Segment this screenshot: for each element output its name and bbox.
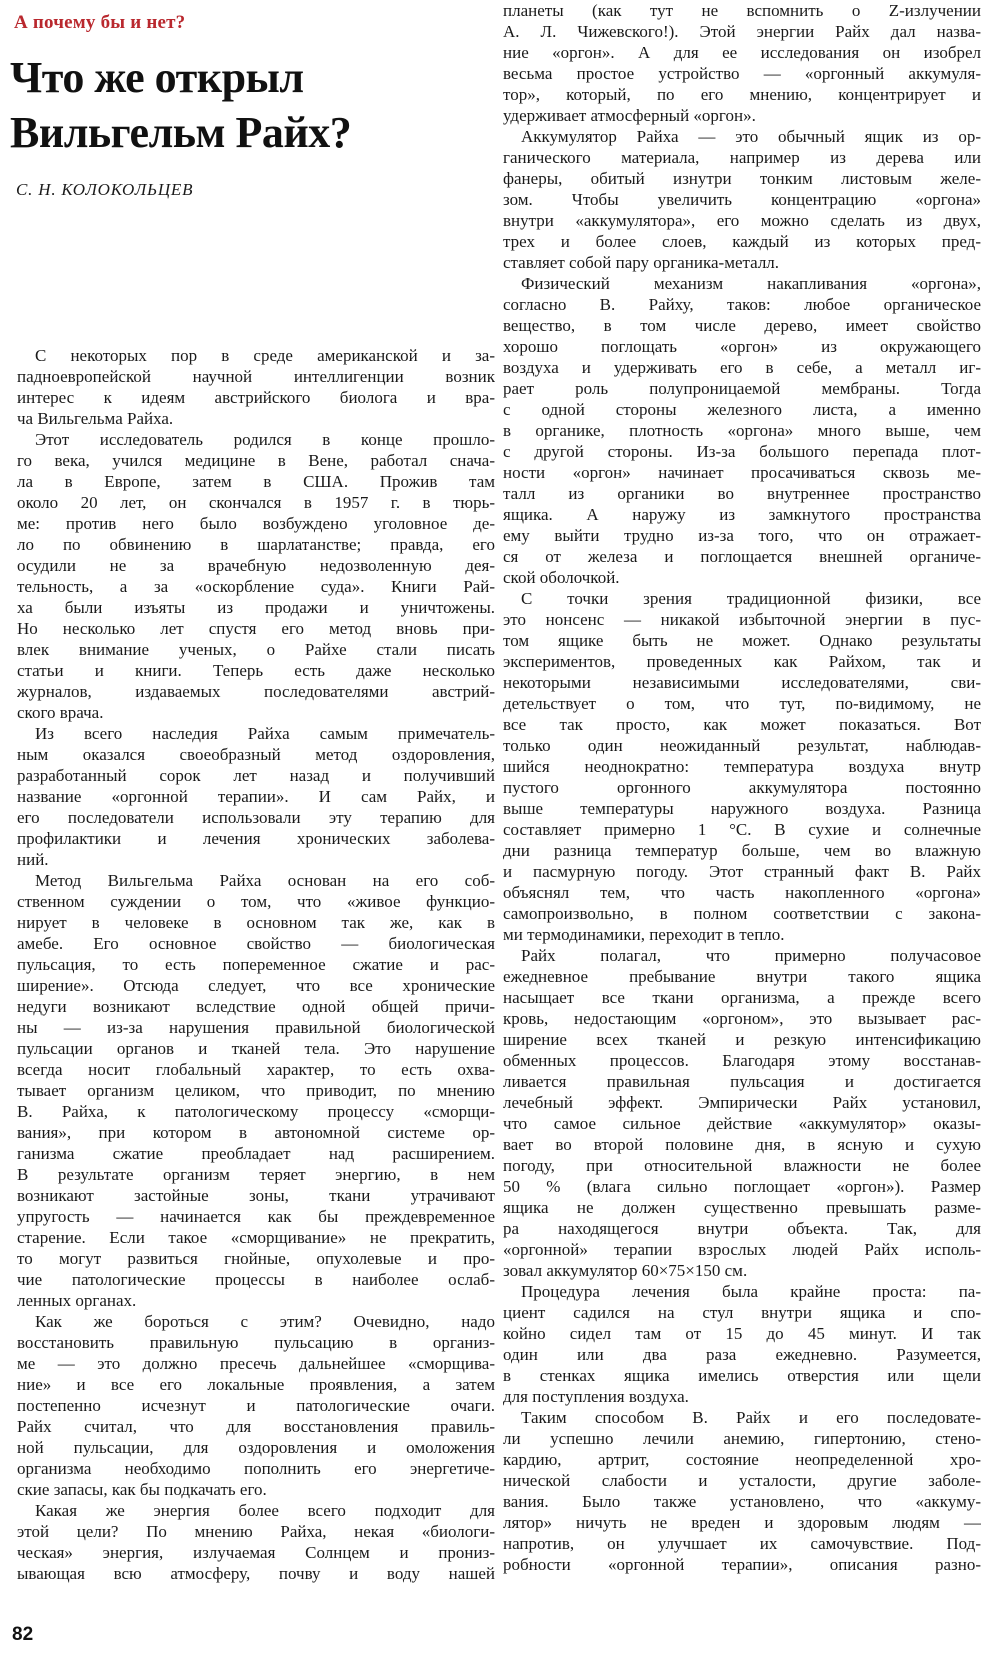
- text-line: нирует в человеке в основном так же, как в: [17, 913, 495, 932]
- text-line: этой цели? По мнению Райха, некая «биологи-: [17, 1522, 495, 1541]
- paragraph: [17, 1500, 495, 1584]
- article-author: С. Н. КОЛОКОЛЬЦЕВ: [16, 180, 194, 199]
- text-line: статьи и книги. Теперь есть даже несколько: [17, 661, 495, 680]
- text-line: А. Л. Чижевского!). Этой энергии Райх дал назва-: [503, 22, 981, 41]
- text-line: пульсация, то есть попеременное сжатие и рас-: [17, 955, 495, 974]
- text-line: влек внимание ученых, о Райхе стали писать: [17, 640, 495, 659]
- text-line: воздуха и удерживать его в себе, а металл иг-: [503, 358, 981, 377]
- text-line: внутри «аккумулятора», его можно сделать из двух,: [503, 211, 981, 230]
- text-line: и пасмурную погоду. Этот странный факт В. Райх: [503, 862, 981, 881]
- text-line: ского врача.: [17, 703, 104, 722]
- text-line: Метод Вильгельма Райха основан на его соб-: [35, 871, 495, 890]
- text-line: Райх полагал, что примерно получасовое: [521, 946, 981, 965]
- text-line: что самое сильное действие «аккумулятор» оказы-: [503, 1114, 981, 1133]
- text-line: робности «оргонной терапии», описания разно-: [503, 1555, 981, 1574]
- text-line: ческая» энергия, излучаемая Солнцем и прониз-: [17, 1543, 495, 1562]
- text-line: лечебный эффект. Эмпирически Райх установил,: [503, 1093, 981, 1112]
- text-line: ской оболочкой.: [503, 568, 620, 587]
- text-line: с другой стороны. Из-за большого перепада плот-: [503, 442, 981, 461]
- text-line: осудили не за врачебную недозволенную дея-: [17, 556, 495, 575]
- text-line: разработанный сорок лет назад и получивший: [17, 766, 495, 785]
- text-line: ме: против него было возбуждено уголовное де-: [17, 514, 495, 533]
- text-line: койно сидел там от 15 до 45 минут. И так: [503, 1324, 981, 1343]
- text-line: только один неожиданный результат, наблюдав-: [503, 736, 981, 755]
- text-line: согласно В. Райху, таков: любое органическое: [503, 295, 981, 314]
- text-line: зовал аккумулятор 60×75×150 см.: [503, 1261, 748, 1280]
- text-line: журналов, издаваемых последователями австрий-: [17, 682, 495, 701]
- text-line: всегда носит глобальный характер, то есть охва-: [17, 1060, 495, 1079]
- paragraph: [503, 1281, 981, 1407]
- text-column-left: [17, 345, 495, 1615]
- text-line: Из всего наследия Райха самым примечатель-: [35, 724, 495, 743]
- text-line: ственном суждении о том, что «живое функцио-: [17, 892, 495, 911]
- text-line: ся от железа и поглощается внешней органиче-: [503, 547, 981, 566]
- text-line: Таким способом В. Райх и его последовате-: [521, 1408, 981, 1427]
- text-line: детельствует о том, что тут, по-видимому, не: [503, 694, 981, 713]
- text-line: для поступления воздуха.: [503, 1387, 689, 1406]
- text-line: лятор» ничуть не вреден и здоровым людям —: [503, 1513, 981, 1532]
- text-line: ла в Европе, затем в США. Прожив там: [17, 472, 495, 491]
- paragraph: [503, 126, 981, 273]
- text-line: ширение всех тканей и резкую интенсификацию: [503, 1030, 981, 1049]
- text-column-right: [503, 0, 981, 1640]
- text-line: профилактики и лечения хронических заболева-: [17, 829, 495, 848]
- text-line: ха были изъяты из продажи и уничтожены.: [17, 598, 495, 617]
- text-line: экспериментов, проведенных как Райхом, так и: [503, 652, 981, 671]
- paragraph: [17, 723, 495, 870]
- text-line: ывающая всю атмосферу, почву и воду нашей: [17, 1564, 495, 1583]
- text-line: циент садился на стул внутри ящика и спо-: [503, 1303, 981, 1322]
- text-line: около 20 лет, он скончался в 1957 г. в тюрь-: [17, 493, 495, 512]
- text-line: Физический механизм накапливания «оргона»,: [521, 274, 981, 293]
- text-line: все так просто, как может показаться. Вот: [503, 715, 981, 734]
- text-line: пустого оргонного аккумулятора постоянно: [503, 778, 981, 797]
- text-line: обменных процессов. Благодаря этому восстанав-: [503, 1051, 981, 1070]
- text-line: Но несколько лет спустя его метод вновь при-: [17, 619, 495, 638]
- text-line: дни разница температур больше, чем во влажную: [503, 841, 981, 860]
- text-line: ганического материала, например из дерева или: [503, 148, 981, 167]
- text-line: вания. Было также установлено, что «аккуму-: [503, 1492, 981, 1511]
- text-line: ежедневное пребывание внутри такого ящика: [503, 967, 981, 986]
- text-line: ным оказался своеобразный метод оздоровления,: [17, 745, 495, 764]
- text-line: нической слабости и усталости, другие заболе-: [503, 1471, 981, 1490]
- text-line: объяснял тем, что часть накопленного «оргона»: [503, 883, 981, 902]
- text-line: Какая же энергия более всего подходит для: [35, 1501, 495, 1520]
- text-line: его последователи использовали эту терапию для: [17, 808, 495, 827]
- text-line: рает роль полупроницаемой мембраны. Тогда: [503, 379, 981, 398]
- text-line: ми термодинамики, переходит в тепло.: [503, 925, 785, 944]
- text-line: С точки зрения традиционной физики, все: [521, 589, 981, 608]
- text-line: падноевропейской научной интеллигенции возник: [17, 367, 495, 386]
- paragraph: [503, 1407, 981, 1575]
- text-line: ра находящегося внутри объекта. Так, для: [503, 1219, 981, 1238]
- text-line: тывает организм целиком, что приводит, по мнению: [17, 1081, 495, 1100]
- title-line: Что же открыл: [10, 53, 304, 102]
- text-line: постепенно исчезнут и патологические очаги.: [17, 1396, 495, 1415]
- text-line: выше температуры наружного воздуха. Разница: [503, 799, 981, 818]
- text-line: Райх считал, что для восстановления правиль-: [17, 1417, 495, 1436]
- text-line: 50 % (влага сильно поглощает «оргон»). Размер: [503, 1177, 981, 1196]
- text-line: Как же бороться с этим? Очевидно, надо: [35, 1312, 495, 1331]
- text-line: ние» и все его локальные проявления, а затем: [17, 1375, 495, 1394]
- text-line: С некоторых пор в среде американской и за-: [35, 346, 495, 365]
- text-line: ливается правильная пульсация и достигается: [503, 1072, 981, 1091]
- paragraph: [503, 945, 981, 1281]
- text-line: ны — из-за нарушения правильной биологической: [17, 1018, 495, 1037]
- text-line: пульсации органов и тканей тела. Это нарушение: [17, 1039, 495, 1058]
- text-line: погоду, при относительной влажности не более: [503, 1156, 981, 1175]
- text-line: в органике, плотность «оргона» много выше, чем: [503, 421, 981, 440]
- text-line: ставляет собой пару органика-металл.: [503, 253, 780, 272]
- text-line: недуги возникают вследствие одной общей причи-: [17, 997, 495, 1016]
- text-line: самопроизвольно, в полном соответствии с закона-: [503, 904, 981, 923]
- text-line: в стенках ящика имелись отверстия или щели: [503, 1366, 981, 1385]
- text-line: вает во второй половине дня, в ясную и сухую: [503, 1135, 981, 1154]
- text-line: некоторыми независимыми исследователями, сви-: [503, 673, 981, 692]
- text-line: с одной стороны железного листа, а именно: [503, 400, 981, 419]
- paragraph: [503, 0, 981, 126]
- text-line: интерес к идеям австрийского биолога и вра-: [17, 388, 495, 407]
- text-line: талл из органики во внутреннее пространство: [503, 484, 981, 503]
- text-line: го века, учился медицине в Вене, работал снача-: [17, 451, 495, 470]
- paragraph: [503, 588, 981, 945]
- text-line: «оргонной» терапии взрослых людей Райх исполь-: [503, 1240, 981, 1259]
- text-line: шийся неоднократно: температура воздуха внутр: [503, 757, 981, 776]
- text-line: ящика. А наружу из замкнутого пространства: [503, 505, 981, 524]
- text-line: упругость — начинается как бы преждевременное: [17, 1207, 495, 1226]
- text-line: ности «оргон» начинает просачиваться сквозь ме-: [503, 463, 981, 482]
- text-line: напротив, он улучшает их самочувствие. Под-: [503, 1534, 981, 1553]
- text-line: ние «оргон». А для ее исследования он изобрел: [503, 43, 981, 62]
- text-line: старение. Если такое «сморщивание» не прекратить,: [17, 1228, 495, 1247]
- text-line: ему выйти трудно из-за того, что он отражает-: [503, 526, 981, 545]
- article-title: [10, 50, 460, 160]
- title-line: Вильгельм Райх?: [10, 108, 352, 157]
- text-line: ча Вильгельма Райха.: [17, 409, 174, 428]
- text-line: весьма простое устройство — «оргонный аккумуля-: [503, 64, 981, 83]
- text-line: трех и более слоев, каждый из которых пред-: [503, 232, 981, 251]
- text-line: В результате организм теряет энергию, в нем: [17, 1165, 495, 1184]
- text-line: тор», который, по его мнению, концентрирует и: [503, 85, 981, 104]
- text-line: том ящике быть не может. Однако результаты: [503, 631, 981, 650]
- text-line: Процедура лечения была крайне проста: па-: [521, 1282, 981, 1301]
- text-line: название «оргонной терапии». И сам Райх, и: [17, 787, 495, 806]
- text-line: кровь, недостающим «оргоном», это вызывает рас-: [503, 1009, 981, 1028]
- text-line: ло по обвинению в шарлатанстве; правда, его: [17, 535, 495, 554]
- text-line: вещество, в том числе дерево, имеет свойство: [503, 316, 981, 335]
- paragraph: [503, 273, 981, 588]
- text-line: тельность, а за «оскорбление суда». Книги Рай-: [17, 577, 495, 596]
- text-line: организма необходимо пополнить его энергетиче-: [17, 1459, 495, 1478]
- text-line: возникают застойные зоны, ткани утрачивают: [17, 1186, 495, 1205]
- text-line: ские запасы, как бы подкачать его.: [17, 1480, 267, 1499]
- text-line: ширение». Отсюда следует, что все хронические: [17, 976, 495, 995]
- text-line: В. Райха, к патологическому процессу «сморщи-: [17, 1102, 495, 1121]
- paragraph: [17, 345, 495, 429]
- text-line: чие патологические процессы в наиболее ослаб-: [17, 1270, 495, 1289]
- page-number: 82: [12, 1624, 34, 1645]
- text-line: вания», при котором в автономной системе ор-: [17, 1123, 495, 1142]
- text-line: восстановить правильную пульсацию в организ-: [17, 1333, 495, 1352]
- text-line: ящика не должен существенно превышать разме-: [503, 1198, 981, 1217]
- text-line: Этот исследователь родился в конце прошло-: [35, 430, 495, 449]
- text-line: Аккумулятор Райха — это обычный ящик из ор-: [521, 127, 981, 146]
- text-line: ний.: [17, 850, 49, 869]
- text-line: удерживает атмосферный «оргон».: [503, 106, 756, 125]
- text-line: это нонсенс — никакой избыточной энергии в пус-: [503, 610, 981, 629]
- text-line: ной пульсации, для оздоровления и омоложения: [17, 1438, 495, 1457]
- section-rubric: А почему бы и нет?: [14, 12, 186, 33]
- text-line: хорошо поглощать «оргон» из окружающего: [503, 337, 981, 356]
- text-line: то могут развиться гнойные, опухолевые и про-: [17, 1249, 495, 1268]
- text-line: зом. Чтобы увеличить концентрацию «оргона»: [503, 190, 981, 209]
- text-line: кардию, артрит, состояние неопределенной хро-: [503, 1450, 981, 1469]
- text-line: ме — это должно пресечь дальнейшее «сморщива-: [17, 1354, 495, 1373]
- paragraph: [17, 429, 495, 723]
- text-line: фанеры, обитый изнутри тонким листовым желе-: [503, 169, 981, 188]
- paragraph: [17, 1311, 495, 1500]
- paragraph: [17, 870, 495, 1311]
- text-line: ленных органах.: [17, 1291, 137, 1310]
- text-line: ли успешно лечили анемию, гипертонию, стено-: [503, 1429, 981, 1448]
- text-line: амебе. Его основное свойство — биологическая: [17, 934, 495, 953]
- text-line: составляет примерно 1 °С. В сухие и солнечные: [503, 820, 981, 839]
- text-line: планеты (как тут не вспомнить о Z-излучении: [503, 1, 981, 20]
- text-line: насыщает все ткани организма, а прежде всего: [503, 988, 981, 1007]
- text-line: один или два раза ежедневно. Разумеется,: [503, 1345, 981, 1364]
- text-line: ганизма сжатие преобладает над расширением.: [17, 1144, 495, 1163]
